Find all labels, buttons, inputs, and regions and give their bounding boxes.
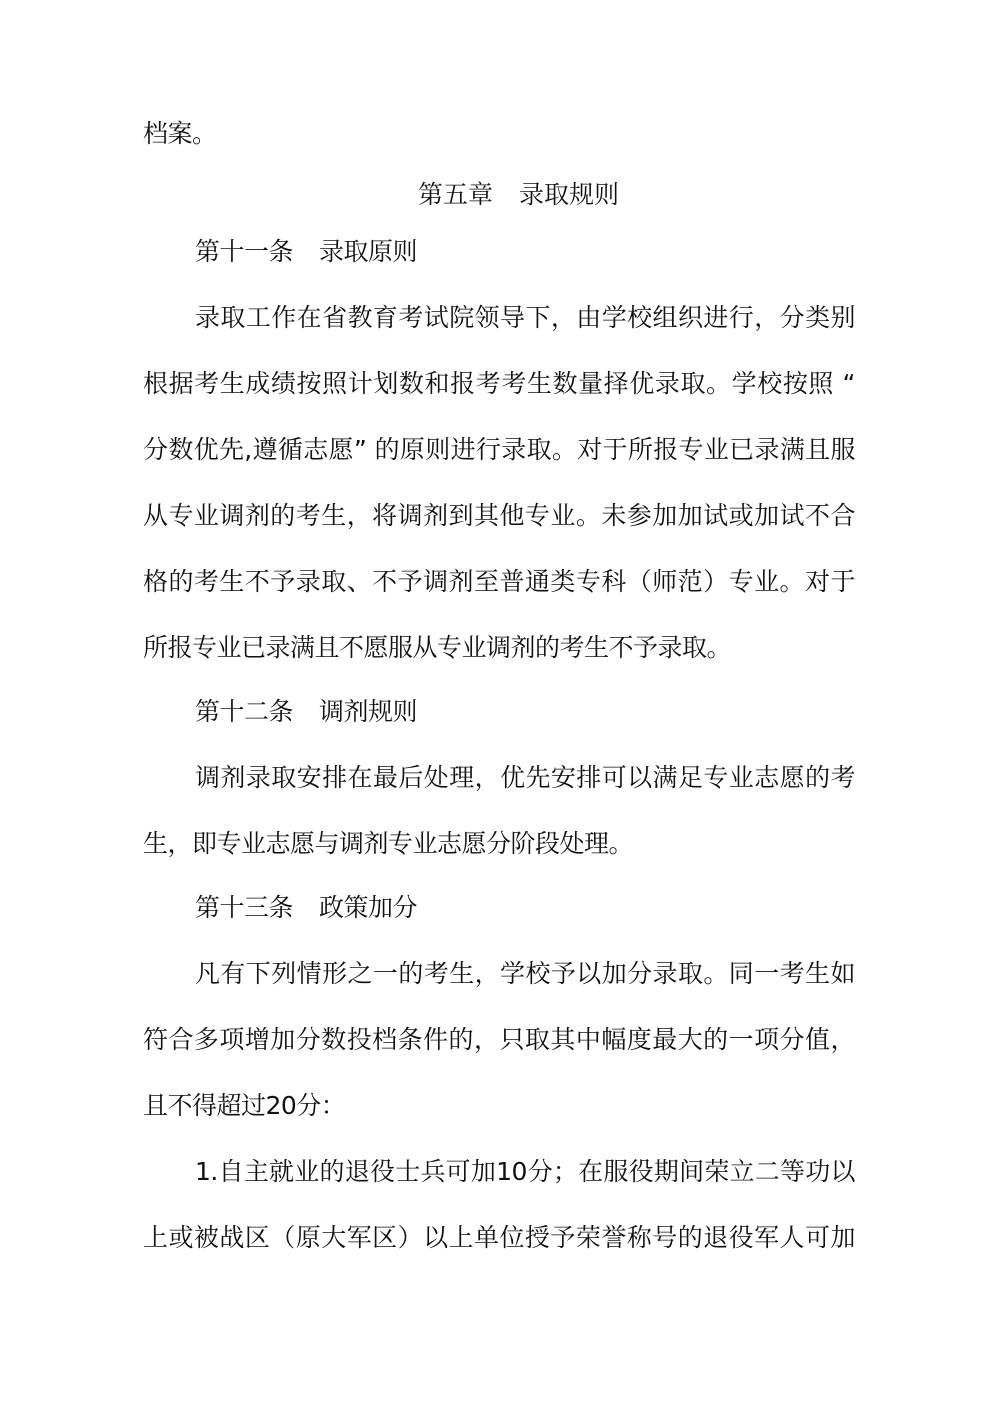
paragraph-line: 分数优先,遵循志愿” 的原则进行录取。对于所报专业已录满且服 — [143, 435, 855, 464]
chapter-number: 第五章 — [418, 180, 494, 209]
chapter-heading — [418, 175, 619, 215]
paragraph-line: 录取工作在省教育考试院领导下，由学校组织进行，分类别 — [195, 303, 855, 332]
article-title: 调剂规则 — [319, 697, 418, 726]
article-13-heading — [195, 888, 417, 928]
paragraph-line: 凡有下列情形之一的考生，学校予以加分录取。同一考生如 — [195, 959, 855, 988]
article-12-heading — [195, 692, 417, 732]
continuation-text: 档案。 — [143, 119, 217, 148]
article-number: 第十一条 — [195, 237, 294, 266]
article-title: 政策加分 — [319, 893, 418, 922]
paragraph-line: 调剂录取安排在最后处理，优先安排可以满足专业志愿的考 — [195, 763, 855, 792]
article-number: 第十三条 — [195, 893, 294, 922]
list-item-line: 1.自主就业的退役士兵可加10分；在服役期间荣立二等功以 — [195, 1157, 855, 1186]
article-11-heading — [195, 232, 417, 272]
article-number: 第十二条 — [195, 697, 294, 726]
paragraph-line: 从专业调剂的考生，将调剂到其他专业。未参加加试或加试不合 — [143, 501, 855, 530]
paragraph-line: 且不得超过20分： — [143, 1091, 346, 1120]
paragraph-line: 所报专业已录满且不愿服从专业调剂的考生不予录取。 — [143, 633, 732, 662]
paragraph-line: 根据考生成绩按照计划数和报考考生数量择优录取。学校按照 “ — [143, 369, 855, 398]
article-title: 录取原则 — [319, 237, 418, 266]
paragraph-line: 生，即专业志愿与调剂专业志愿分阶段处理。 — [143, 829, 634, 858]
list-item-line: 上或被战区（原大军区）以上单位授予荣誉称号的退役军人可加 — [143, 1223, 855, 1252]
paragraph-line: 格的考生不予录取、不予调剂至普通类专科（师范）专业。对于 — [143, 567, 855, 596]
chapter-title: 录取规则 — [519, 180, 620, 209]
paragraph-line: 符合多项增加分数投档条件的，只取其中幅度最大的一项分值， — [143, 1025, 855, 1054]
